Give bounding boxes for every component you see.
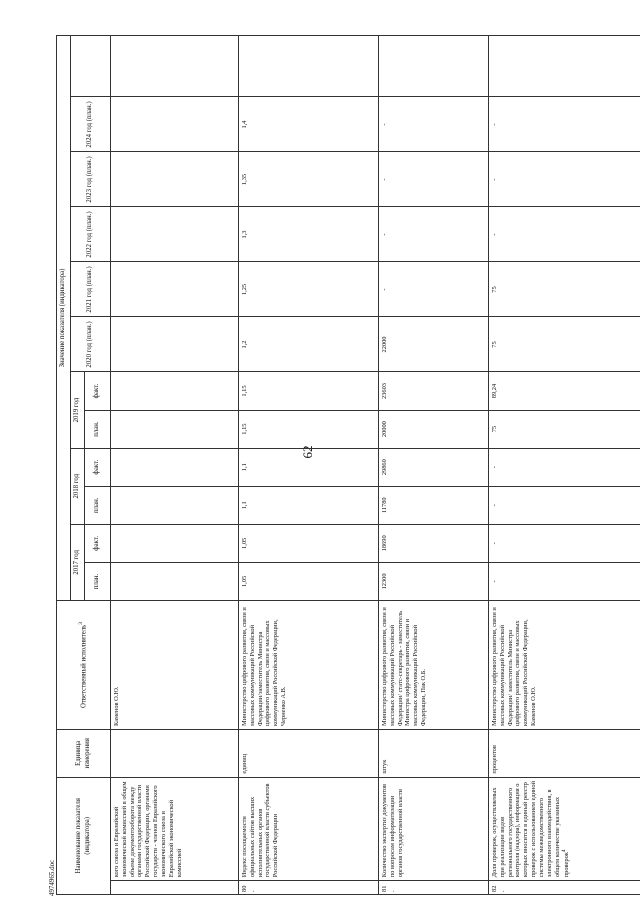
table-body	[111, 36, 640, 895]
value-cell: 11780	[379, 486, 489, 524]
value-cell: 75	[489, 410, 640, 448]
rotated-table-wrapper	[56, 35, 626, 895]
value-cell: -	[489, 448, 640, 486]
indicator-name	[111, 777, 239, 881]
value-cell	[379, 36, 489, 97]
value-cell	[111, 152, 239, 207]
value-cell	[111, 486, 239, 524]
header-2018-fact: факт.	[85, 448, 111, 486]
unit-cell: единиц	[239, 729, 379, 777]
value-cell: 12300	[379, 562, 489, 600]
value-cell: 1,2	[239, 317, 379, 372]
header-year-2021: 2021 год (план.)	[71, 262, 111, 317]
indicator-name	[379, 777, 489, 881]
value-cell	[111, 372, 239, 410]
header-2019-plan: план.	[85, 410, 111, 448]
value-cell	[111, 562, 239, 600]
value-cell	[111, 36, 239, 97]
value-cell: 75	[489, 317, 640, 372]
header-year-2019: 2019 год	[71, 372, 85, 448]
header-year-2020: 2020 год (план.)	[71, 317, 111, 372]
indicator-name-text: Количество экспертиз документов по вопросам информатизации органов государственной власти	[381, 783, 404, 878]
value-cell	[489, 36, 640, 97]
value-cell: 1,3	[239, 207, 379, 262]
value-cell: -	[379, 207, 489, 262]
responsible-cell: Каменов О.Ю.	[111, 600, 239, 729]
page-number: 62	[300, 445, 315, 459]
header-2017-fact: факт.	[85, 524, 111, 562]
value-cell	[111, 448, 239, 486]
responsible-cell: Министерство цифрового развития, связи и массовых коммуникаций Российской Федерации/ статс-секретарь - заместитель Министра цифрового развития, связи и массовых коммуникаций Российской Федерации, Пак О.Б.	[379, 600, 489, 729]
value-cell: 75	[489, 262, 640, 317]
row-number: 81.	[379, 881, 489, 895]
document-reference: 4974965.doc	[48, 859, 56, 897]
value-cell	[111, 410, 239, 448]
responsible-cell: Министерство цифрового развития, связи и массовых коммуникаций Российской Федерации/ заместитель Министра цифрового развития, связи и массовых коммуникаций Российской Федерации, Каменов О.Ю.	[489, 600, 640, 729]
header-year-2017: 2017 год	[71, 524, 85, 600]
indicator-name	[489, 777, 640, 881]
value-cell: 22000	[379, 317, 489, 372]
table-row	[379, 36, 489, 895]
value-cell	[111, 524, 239, 562]
value-cell: 1,35	[239, 152, 379, 207]
value-cell: -	[379, 262, 489, 317]
value-cell: 1,15	[239, 372, 379, 410]
table-row	[239, 36, 379, 895]
indicator-table	[56, 35, 640, 895]
header-year-2018: 2018 год	[71, 448, 85, 524]
header-year-2022: 2022 год (план.)	[71, 207, 111, 262]
value-cell: -	[489, 152, 640, 207]
header-indicator-name: Наименование показателя (индикатора)	[57, 777, 111, 894]
value-cell	[111, 317, 239, 372]
value-cell: 23603	[379, 372, 489, 410]
value-cell: -	[489, 524, 640, 562]
header-2018-plan: план.	[85, 486, 111, 524]
value-cell: 29860	[379, 448, 489, 486]
value-cell: -	[379, 152, 489, 207]
value-cell: -	[489, 207, 640, 262]
responsible-cell: Министерство цифрового развития, связи и массовых коммуникаций Российской Федерации/заместитель Министра цифрового развития, связи и массовых коммуникаций Российской Федерации, Черненко А.В.	[239, 600, 379, 729]
unit-cell: процентов	[489, 729, 640, 777]
value-cell: 1,1	[239, 448, 379, 486]
value-cell: 1,05	[239, 524, 379, 562]
value-cell: 1,1	[239, 486, 379, 524]
row-number	[111, 881, 239, 895]
header-unit: Единица измерения	[57, 729, 111, 777]
value-cell: -	[489, 97, 640, 152]
value-cell: -	[489, 562, 640, 600]
value-cell	[111, 262, 239, 317]
value-cell: 1,25	[239, 262, 379, 317]
indicator-name-text: Доля проверок, осуществляемых при реализации видов регионального государственного контроля (надзора), информация о которых вносится в единый реестр проверок с использованием единой системы межведомственного электронного взаимодействия, в общем количестве указанных проверок	[491, 780, 571, 878]
value-cell: 1,4	[239, 97, 379, 152]
header-2019-fact: факт.	[85, 372, 111, 410]
indicator-name	[239, 777, 379, 881]
value-cell: -	[489, 486, 640, 524]
unit-cell: штук	[379, 729, 489, 777]
table-row	[111, 36, 239, 895]
row-number: 80.	[239, 881, 379, 895]
row-number: 82.	[489, 881, 640, 895]
header-values: Значение показателя (индикатора)	[57, 36, 71, 601]
value-cell	[111, 97, 239, 152]
header-year-2024: 2024 год (план.)	[71, 97, 111, 152]
unit-cell	[111, 729, 239, 777]
header-empty	[71, 36, 111, 97]
value-cell: 20000	[379, 410, 489, 448]
indicator-name-text: Индекс посещаемости официальных сайтов высших исполнительных органов государственной власти субъектов Российской Федерации	[241, 783, 280, 878]
value-cell: 1,15	[239, 410, 379, 448]
value-cell: 89,24	[489, 372, 640, 410]
value-cell: 1,05	[239, 562, 379, 600]
header-responsible: Ответственный исполнитель$^3$	[57, 600, 111, 729]
value-cell: -	[379, 97, 489, 152]
value-cell: 18690	[379, 524, 489, 562]
table-row	[489, 36, 640, 895]
indicator-name-text: кого союза и Евразийской экономической комиссией в общем объеме документооборота между органами государственной власти Российской Федерации, органами государств - членов Евразийского экономического союза и Евразийской экономической комиссией	[113, 781, 183, 878]
header-year-2023: 2023 год (план.)	[71, 152, 111, 207]
header-2017-plan: план.	[85, 562, 111, 600]
value-cell	[111, 207, 239, 262]
footnote-mark: 4	[561, 849, 568, 853]
table-header	[57, 36, 111, 895]
value-cell	[239, 36, 379, 97]
